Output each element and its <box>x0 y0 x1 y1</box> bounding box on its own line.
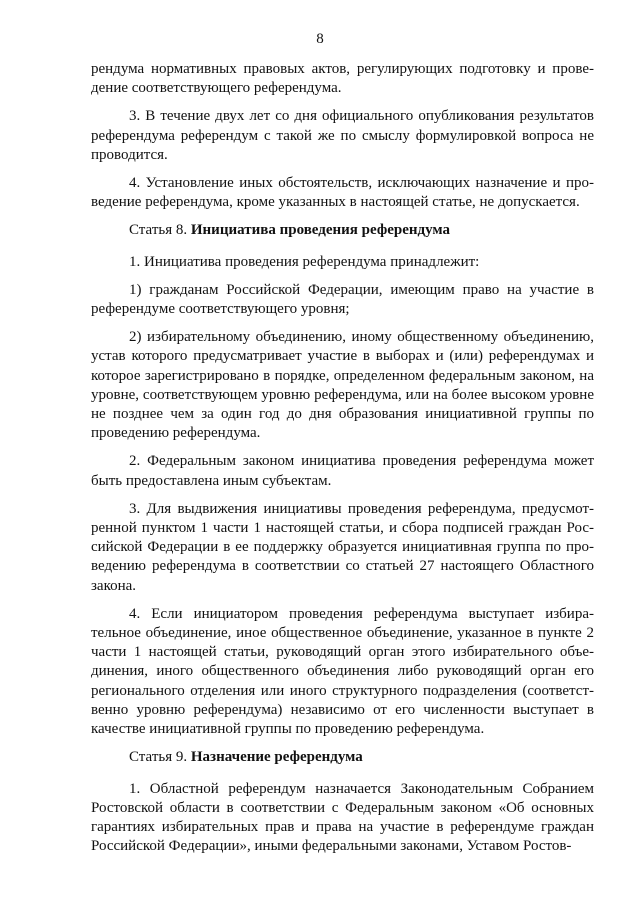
article-8-number: Статья 8. <box>129 222 191 239</box>
article-9-heading <box>91 748 594 767</box>
article-9-number: Статья 9. <box>129 749 191 766</box>
paragraph-7-3: 3. В течение двух лет со дня официального опубликования результатов референдума референдум с такой же по смыслу формулировкой вопроса не проводится. <box>91 108 594 163</box>
paragraph-8-2: 2. Федеральным законом инициатива проведения референдума может быть предоставлена иным субъектам. <box>91 453 594 489</box>
paragraph-8-1-1: 1) гражданам Российской Федерации, имеющим право на участие в референдуме соответствующего уровня; <box>91 281 594 318</box>
page-number: 8 <box>316 31 324 47</box>
document-body <box>91 60 594 865</box>
article-8-title: Инициатива проведения референдума <box>190 222 451 239</box>
paragraph-8-1: 1. Инициатива проведения референдума принадлежит: <box>129 253 480 270</box>
paragraph-continuation: рендума нормативных правовых актов, регулирующих подготовку и проведение соответствующего референдума. <box>91 61 594 97</box>
article-9-title: Назначение референдума <box>190 749 363 766</box>
article-8-heading <box>91 221 594 240</box>
paragraph-8-1-2: 2) избирательному объединению, иному общественному объединению, устав которого предусматривает участие в выборах и (или) референдумах и которое зарегистрировано в порядке, определенном федеральным законом, на уровне, соответствующем уровню референдума, или на более высоком уровне не позднее чем за один год до дня образования инициативной группы по проведению референдума. <box>91 329 594 442</box>
paragraph-8-3: 3. Для выдвижения инициативы проведения референдума, предусмотренной пунктом 1 части 1 настоящей статьи, и сбора подписей граждан Российской Федерации в ее поддержку образуется инициативная группа по проведению референдума в соответствии со статьей 27 настоящего Областного закона. <box>91 500 594 594</box>
paragraph-7-4: 4. Установление иных обстоятельств, исключающих назначение и проведение референдума, кроме указанных в настоящей статье, не допускается. <box>91 175 594 211</box>
paragraph-8-4: 4. Если инициатором проведения референдума выступает избирательное объединение, иное общественное объединение, указанное в пункте 2 части 1 настоящей статьи, руководящий орган этого избирательного объединения, иного общественного объединения либо руководящий орган его регионального отделения или иного структурного подразделения (соответственно уровню референдума) независимо от его численности выступает в качестве инициативной группы по проведению референдума. <box>91 605 594 738</box>
paragraph-9-1: 1. Областной референдум назначается Законодательным Собранием Ростовской области в соответствии с Федеральным законом «Об основных гарантиях избирательных прав и права на участие в референдуме граждан Российской Федерации», иными федеральными законами, Уставом Ростов- <box>91 780 594 855</box>
